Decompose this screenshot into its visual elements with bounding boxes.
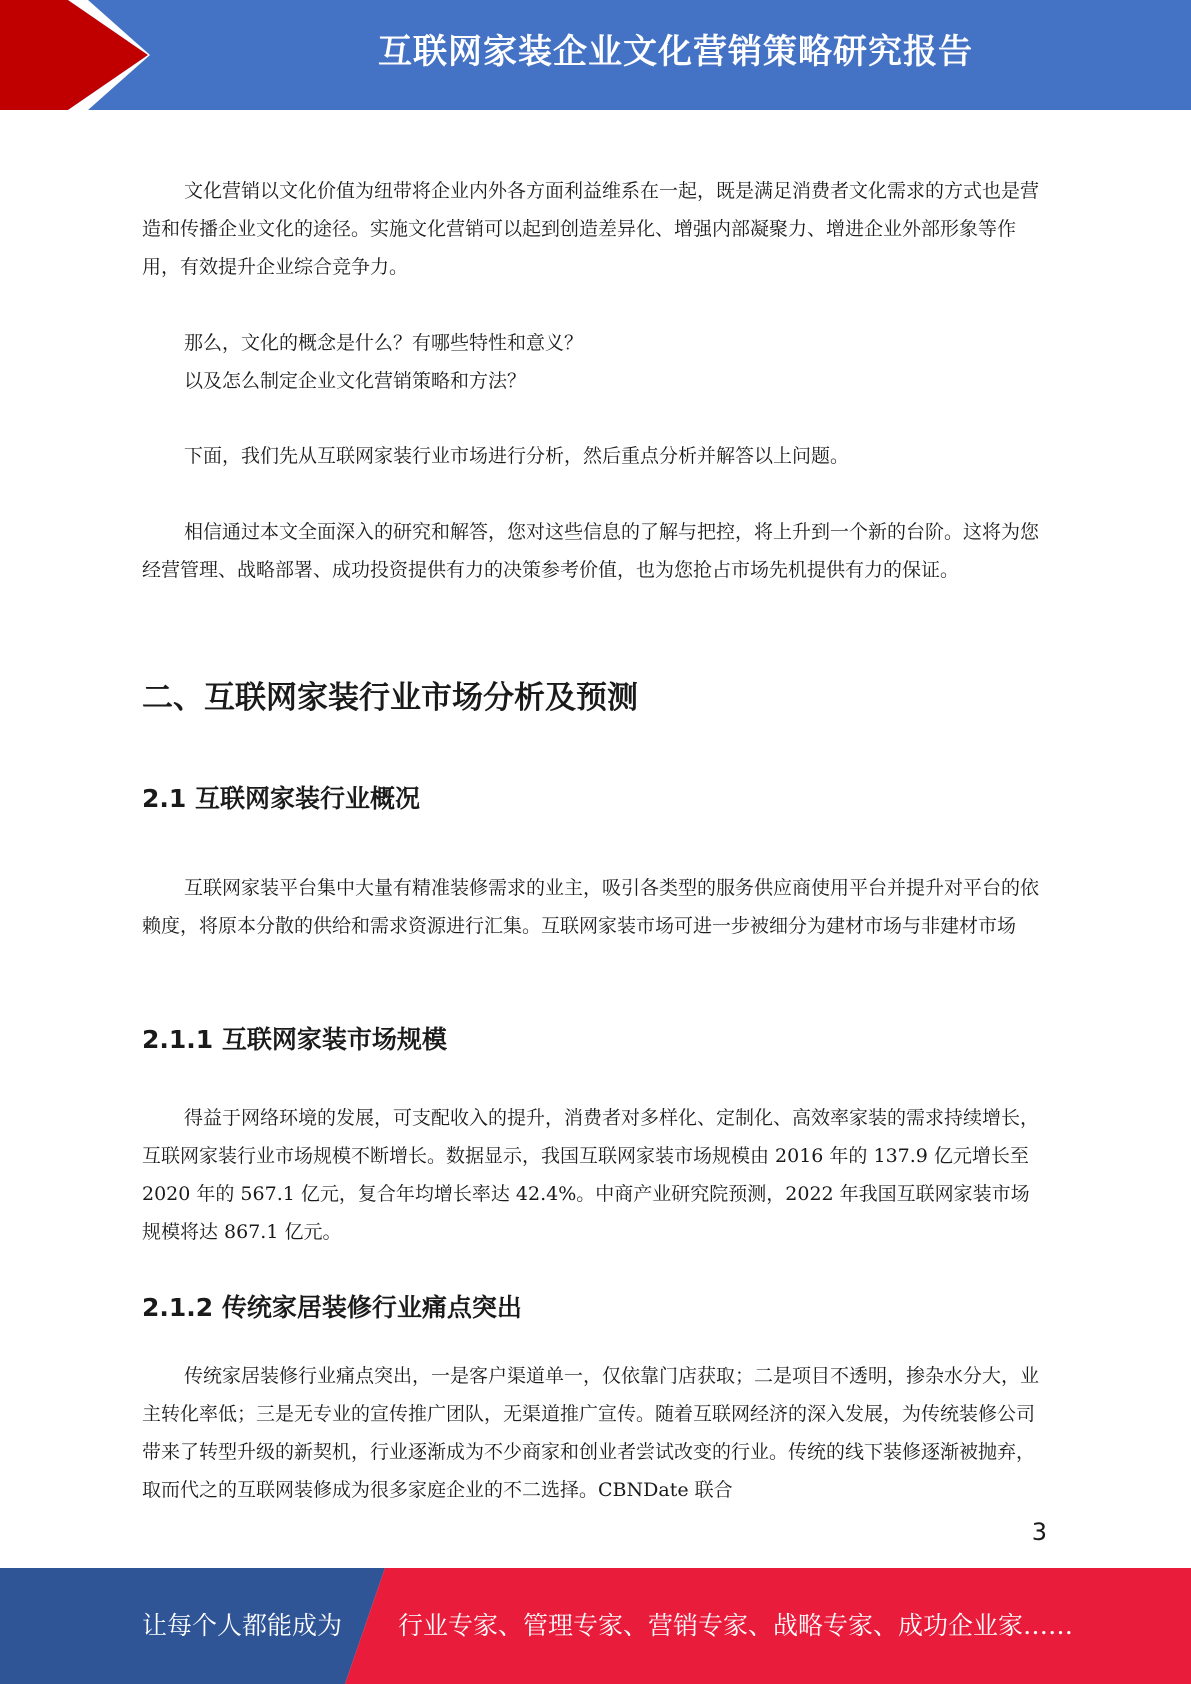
subsection-2-1-2-paragraph: 传统家居装修行业痛点突出，一是客户渠道单一，仅依靠门店获取；二是项目不透明，掺杂水分大，业主转化率低；三是无专业的宣传推广团队，无渠道推广宣传。随着互联网经济的深入发展，为传统装修公司带来了转型升级的新契机，行业逐渐成为不少商家和创业者尝试改变的行业。传统的线下装修逐渐被抛弃，取而代之的互联网装修成为很多家庭企业的不二选择。CBNDate 联合 xyxy=(142,1365,1040,1501)
intro-paragraph-1: 文化营销以文化价值为纽带将企业内外各方面利益维系在一起，既是满足消费者文化需求的方式也是营造和传播企业文化的途径。实施文化营销可以起到创造差异化、增强内部凝聚力、增进企业外部形象等作用，有效提升企业综合竞争力。 xyxy=(142,180,1040,278)
question-line-1: 那么，文化的概念是什么？有哪些特性和意义？ xyxy=(184,332,584,354)
question-line-2: 以及怎么制定企业文化营销策略和方法？ xyxy=(184,370,527,392)
subsection-2-1-1-paragraph: 得益于网络环境的发展，可支配收入的提升，消费者对多样化、定制化、高效率家装的需求持续增长，互联网家装行业市场规模不断增长。数据显示，我国互联网家装市场规模由 2016 年的 137.9 亿元增长至 2020 年的 567.1 亿元，复合年均增长率达 42.4%。中商产业研究院预测，2022 年我国互联网家装市场规模将达 867.1 亿元。 xyxy=(142,1107,1040,1243)
subsection-2-1-1-heading: 2.1.1 互联网家装市场规模 xyxy=(142,1025,447,1054)
subsection-2-1-heading: 2.1 互联网家装行业概况 xyxy=(142,784,420,813)
footer-slogan-left: 让每个人都能成为 xyxy=(142,1611,343,1640)
subsection-2-1-paragraph: 互联网家装平台集中大量有精准装修需求的业主，吸引各类型的服务供应商使用平台并提升对平台的依赖度，将原本分散的供给和需求资源进行汇集。互联网家装市场可进一步被细分为建材市场与非建材市场 xyxy=(142,877,1040,937)
page-number: 3 xyxy=(1031,1518,1047,1546)
page-footer xyxy=(0,1568,1191,1684)
report-title: 互联网家装企业文化营销策略研究报告 xyxy=(378,32,973,72)
intro-paragraph-3: 相信通过本文全面深入的研究和解答，您对这些信息的了解与把控，将上升到一个新的台阶。这将为您经营管理、战略部署、成功投资提供有力的决策参考价值，也为您抢占市场先机提供有力的保证。 xyxy=(142,521,1040,581)
page-header xyxy=(0,0,1191,110)
subsection-2-1-2-heading: 2.1.2 传统家居装修行业痛点突出 xyxy=(142,1293,522,1322)
section-heading: 二、互联网家装行业市场分析及预测 xyxy=(142,680,638,716)
footer-slogan-right: 行业专家、管理专家、营销专家、战略专家、成功企业家…… xyxy=(398,1611,1074,1640)
intro-paragraph-2: 下面，我们先从互联网家装行业市场进行分析，然后重点分析并解答以上问题。 xyxy=(184,445,850,467)
